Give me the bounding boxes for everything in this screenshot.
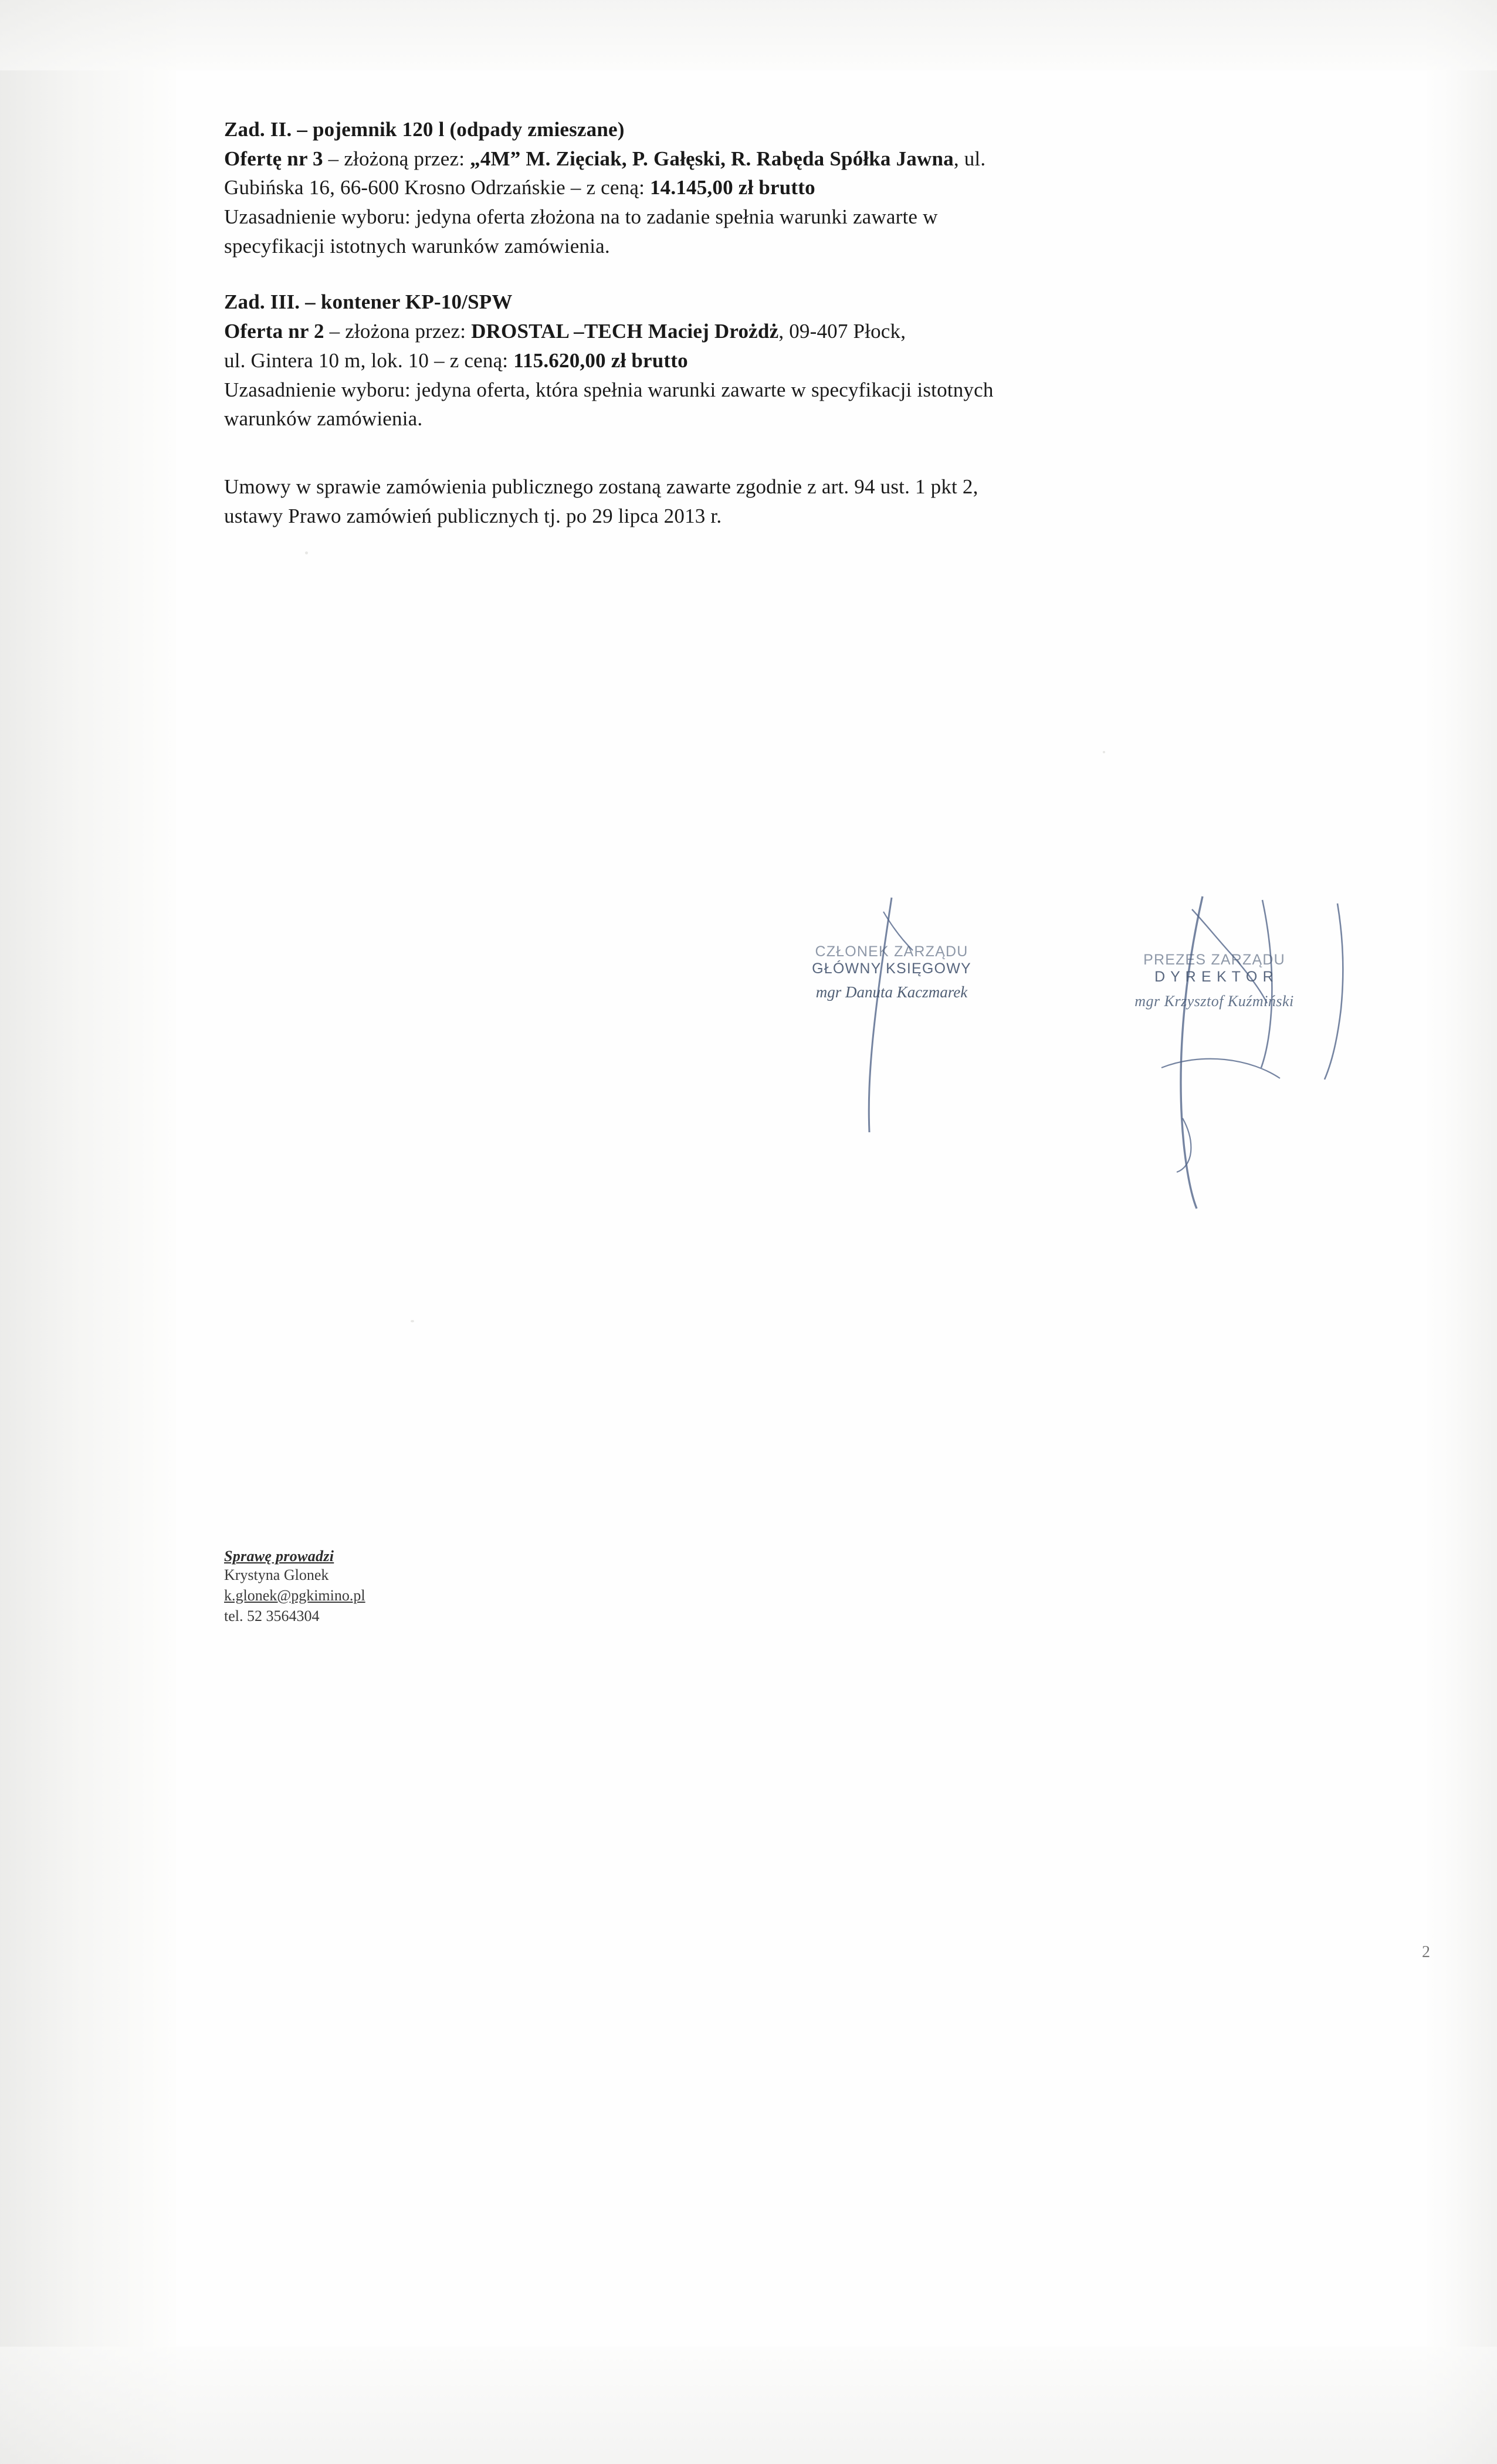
handwritten-signature-ink [716, 892, 1408, 1220]
signature-right-name-text: Krzysztof Kuźmiński [1164, 993, 1294, 1010]
scan-speck [411, 1320, 414, 1322]
zad2-heading-dash: – [292, 118, 313, 141]
zad2-heading-label: Zad. II. [224, 118, 292, 141]
signature-left-role-2: GŁÓWNY KSIĘGOWY [812, 960, 971, 977]
signature-right [1062, 952, 1367, 1010]
zad2-price: 14.145,00 zł brutto [649, 176, 815, 199]
footer-contact-phone: tel. 52 3564304 [224, 1607, 320, 1624]
closing-text-2: ustawy Prawo zamówień publicznych tj. po 29 lipca 2013 r. [224, 504, 722, 527]
zad3-heading-title: kontener KP-10/SPW [320, 290, 513, 314]
zad2-line-1 [224, 115, 1356, 144]
section-zad-2 [224, 115, 1356, 260]
zad3-offer-label: Oferta nr 2 [224, 320, 324, 343]
zad2-offer-submitted-by: – złożoną przez: [323, 147, 470, 170]
zad2-justification-1: Uzasadnienie wyboru: jedyna oferta złożona na to zadanie spełnia warunki zawarte w [224, 205, 938, 229]
zad2-offer-label: Ofertę nr 3 [224, 147, 323, 170]
scan-speck [305, 551, 308, 554]
zad3-line-4 [224, 375, 1356, 405]
zad3-address-rest: ul. Gintera 10 m, lok. 10 – z ceną: [224, 348, 514, 372]
section-zad-3 [224, 287, 1356, 433]
signature-left-name-prefix: mgr [815, 983, 842, 1001]
zad2-heading-title: pojemnik 120 l (odpady zmieszane) [313, 118, 625, 141]
signature-right-name-prefix: mgr [1134, 993, 1160, 1010]
zad2-address-rest: Gubińska 16, 66-600 Krosno Odrzańskie – z ceną: [224, 176, 650, 199]
signature-left-name-text: Danuta Kaczmarek [845, 983, 968, 1001]
signature-left-name [739, 983, 1044, 1001]
closing-text-1: Umowy w sprawie zamówienia publicznego zostaną zawarte zgodnie z art. 94 ust. 1 pkt 2, [224, 475, 978, 498]
page-number: 2 [1422, 1943, 1430, 1961]
closing-line-2 [224, 502, 1356, 531]
zad2-line-5 [224, 232, 1356, 261]
zad2-justification-2: specyfikacji istotnych warunków zamówienia. [224, 234, 610, 258]
page-shadow-top [0, 0, 1497, 70]
zad2-offer-address-start: , ul. [953, 147, 986, 170]
zad3-justification-1: Uzasadnienie wyboru: jedyna oferta, która spełnia warunki zawarte w specyfikacji istotnych [224, 378, 994, 401]
zad3-heading-label: Zad. III. [224, 290, 300, 314]
spacer [224, 260, 1356, 287]
page-shadow-bottom [0, 2347, 1497, 2464]
zad3-offer-submitted-by: – złożona przez: [324, 320, 472, 343]
footer-lead-label: Sprawę prowadzi [224, 1548, 334, 1565]
signature-left-role-1: CZŁONEK ZARZĄDU [815, 943, 968, 960]
footer-contact-email: k.glonek@pgkimino.pl [224, 1586, 365, 1604]
scan-speck [1103, 751, 1105, 753]
document-body [224, 115, 1356, 530]
closing-line-1 [224, 472, 1356, 502]
zad3-offer-company: DROSTAL –TECH Maciej Drożdż [471, 320, 779, 343]
zad2-line-3 [224, 173, 1356, 202]
footer-case-handler [224, 1548, 365, 1626]
page-shadow-right [1427, 0, 1497, 2464]
zad3-price: 115.620,00 zł brutto [513, 348, 688, 372]
zad3-offer-city: , 09-407 Płock, [778, 320, 906, 343]
zad2-offer-company: „4M” M. Zięciak, P. Gałęski, R. Rabęda Spółka Jawna [470, 147, 954, 170]
signature-right-name [1062, 993, 1367, 1010]
signature-block [716, 892, 1408, 1220]
zad2-line-4 [224, 202, 1356, 232]
zad3-heading-dash: – [300, 290, 321, 314]
zad3-line-5 [224, 404, 1356, 434]
spacer [224, 434, 1356, 472]
zad3-justification-2: warunków zamówienia. [224, 407, 423, 431]
zad3-line-2 [224, 317, 1356, 346]
zad3-line-1 [224, 287, 1356, 317]
signature-right-role-1: PREZES ZARZĄDU [1143, 952, 1285, 968]
signature-right-role-2: D Y R E K T O R [1154, 969, 1274, 985]
signature-left [739, 943, 1044, 1001]
section-closing [224, 472, 1356, 530]
footer-contact-name: Krystyna Glonek [224, 1566, 329, 1583]
zad3-line-3 [224, 346, 1356, 375]
page-shadow-left [0, 0, 176, 2464]
zad2-line-2 [224, 144, 1356, 174]
